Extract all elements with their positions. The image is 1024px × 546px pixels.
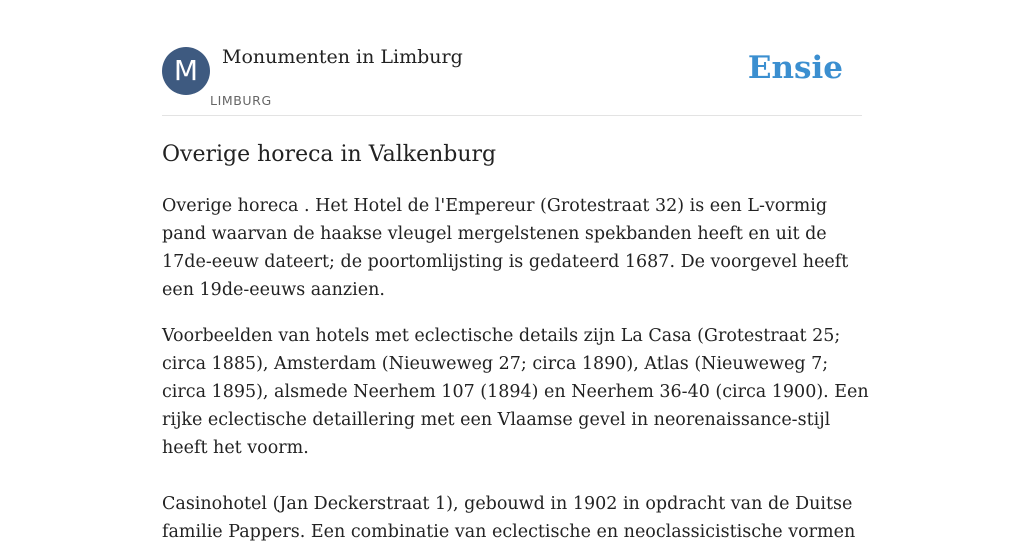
- avatar[interactable]: M: [162, 47, 210, 95]
- article-paragraph: Voorbeelden van hotels met eclectische details zijn La Casa (Grotestraat 25; circa 1885), Amsterdam (Nieuweweg 27; circa 1890), Atlas (Nieuweweg 7; circa 1895), alsmede Neerhem 107 (1894) en Neerhem 36-40 (circa 1900). Een rijke eclectische detaillering met een Vlaamse gevel in neorenaissance-stijl heeft het voorm.: [162, 326, 869, 458]
- brand-logo[interactable]: Ensie: [747, 50, 843, 86]
- article-paragraph: Overige horeca . Het Hotel de l'Empereur (Grotestraat 32) is een L-vormig pand waarvan de haakse vleugel mergelstenen spekbanden heeft en uit de 17de-eeuw dateert; de poortomlijsting is gedateerd 1687. De voorgevel heeft een 19de-eeuws aanzien.: [162, 196, 849, 300]
- article: [162, 139, 872, 546]
- site-title[interactable]: Monumenten in Limburg: [222, 46, 463, 68]
- article-title: Overige horeca in Valkenburg: [162, 142, 497, 167]
- header: [162, 0, 862, 116]
- category-label[interactable]: LIMBURG: [210, 93, 272, 108]
- article-paragraph: Casinohotel (Jan Deckerstraat 1), gebouwd in 1902 in opdracht van de Duitse familie Pappers. Een combinatie van eclectische en neoclassicistische vormen: [162, 494, 856, 542]
